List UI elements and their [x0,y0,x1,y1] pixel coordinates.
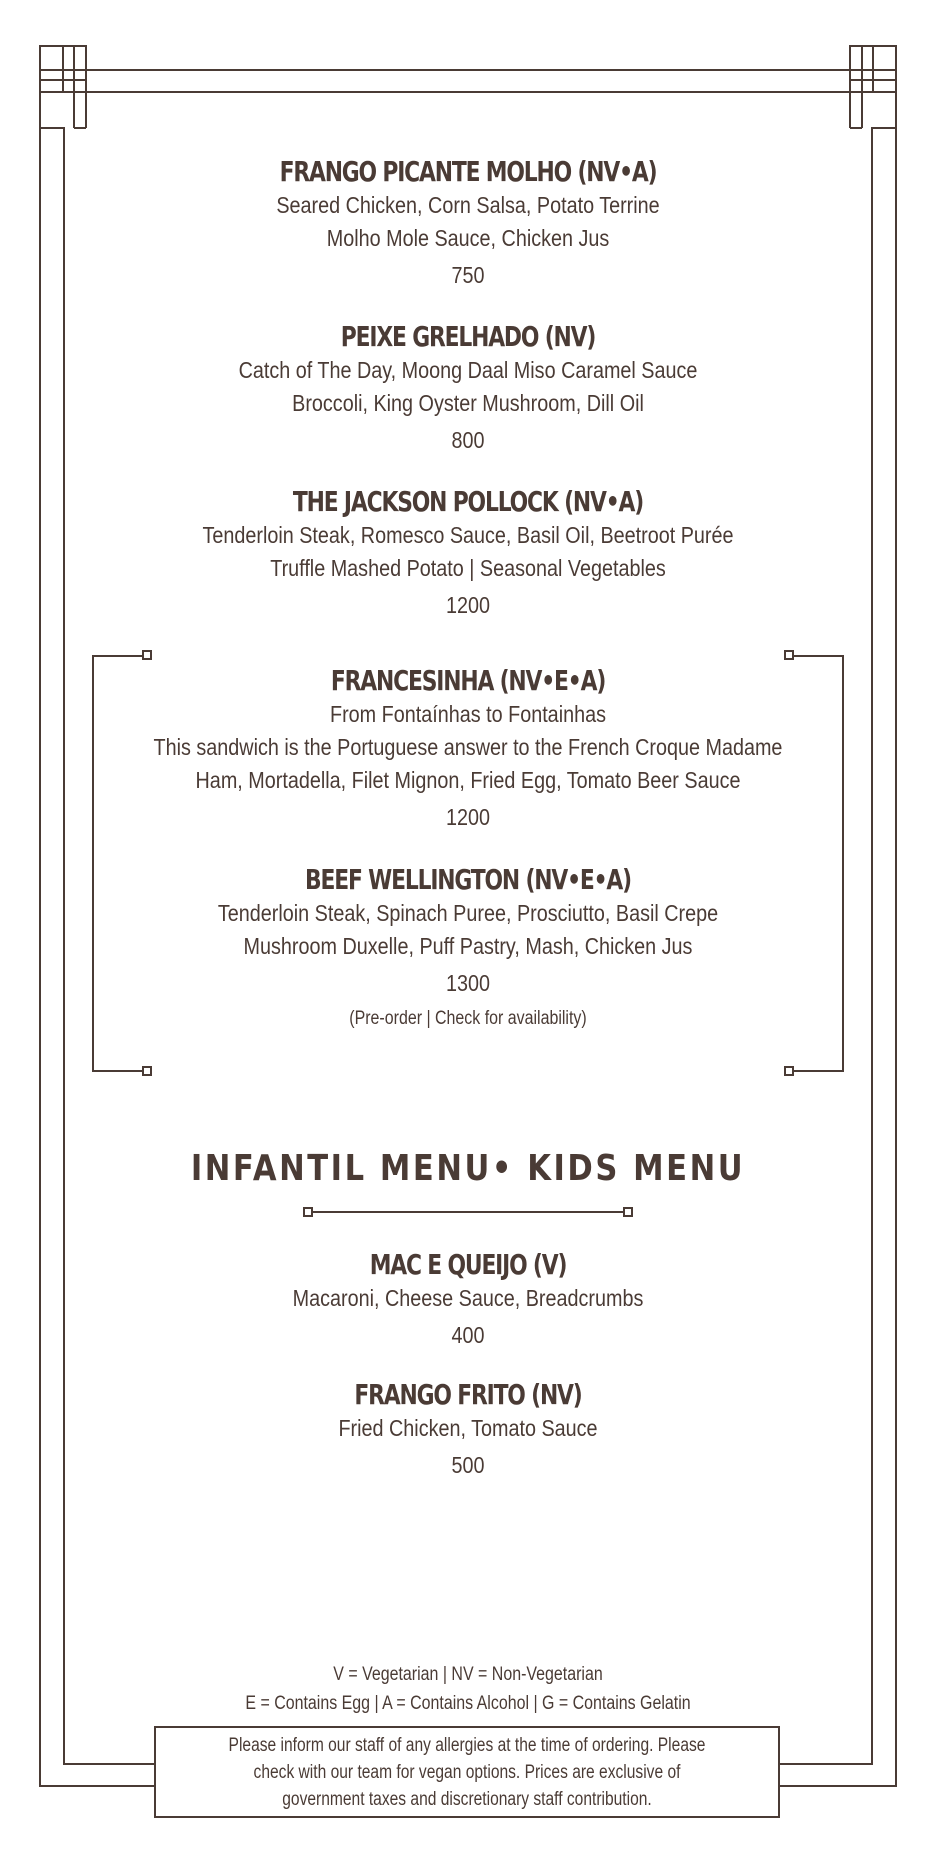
item-price: 1300 [445,970,490,996]
item-price: 800 [451,427,485,453]
menu-item-mac-e-queijo [0,1248,936,1353]
item-price: 500 [451,1452,485,1478]
item-description-line: Catch of The Day, Moong Daal Miso Caramel Sauce [238,357,698,383]
menu-item-beef-wellington [0,863,936,1033]
item-name: FRANGO FRITO (NV) [354,1378,582,1411]
item-name: MAC E QUEIJO (V) [369,1248,567,1281]
item-description-line: Mushroom Duxelle, Puff Pastry, Mash, Chicken Jus [243,933,693,959]
item-description-line: From Fontaínhas to Fontainhas [330,701,606,727]
item-description-line: Truffle Mashed Potato | Seasonal Vegetables [270,555,666,581]
menu-item-peixe-grelhado [0,320,936,458]
item-price: 1200 [445,804,490,830]
item-description-line: Molho Mole Sauce, Chicken Jus [326,225,610,251]
item-description-line: Macaroni, Cheese Sauce, Breadcrumbs [292,1285,644,1311]
item-price: 1200 [445,592,490,618]
item-name: THE JACKSON POLLOCK (NV•A) [292,485,644,518]
menu-item-jackson-pollock [0,485,936,623]
item-note: (Pre-order | Check for availability) [349,1008,587,1029]
item-name: FRANGO PICANTE MOLHO (NV•A) [279,155,657,188]
menu-item-frango-frito [0,1378,936,1483]
item-description-line: Broccoli, King Oyster Mushroom, Dill Oil [292,390,644,416]
legend-line-diet: V = Vegetarian | NV = Non-Vegetarian [333,1664,603,1685]
item-price: 750 [451,262,485,288]
item-description-line: This sandwich is the Portuguese answer to the French Croque Madame [153,734,783,760]
item-name: PEIXE GRELHADO (NV) [340,320,596,353]
legend-line-allergens: E = Contains Egg | A = Contains Alcohol | G = Contains Gelatin [245,1693,691,1714]
item-price: 400 [451,1322,485,1348]
allergy-notice-text: Please inform our staff of any allergies at the time of ordering. Please check with our team for vegan options. Prices are exclusive of government taxes and discretionary staff contribution. [228,1734,706,1810]
item-description-line: Seared Chicken, Corn Salsa, Potato Terrine [276,192,660,218]
menu-item-frango-picante [0,155,936,293]
kids-menu-heading [0,1148,936,1189]
menu-item-francesinha [0,664,936,835]
item-description-line: Ham, Mortadella, Filet Mignon, Fried Egg, Tomato Beer Sauce [195,767,741,793]
item-description-line: Fried Chicken, Tomato Sauce [338,1415,598,1441]
dietary-legend [0,1660,936,1718]
allergy-notice-box [154,1726,780,1818]
section-title: INFANTIL MENU• KIDS MENU [190,1148,746,1189]
item-name: BEEF WELLINGTON (NV•E•A) [305,863,631,896]
item-description-line: Tenderloin Steak, Spinach Puree, Prosciutto, Basil Crepe [217,900,719,926]
item-name: FRANCESINHA (NV•E•A) [330,664,606,697]
item-description-line: Tenderloin Steak, Romesco Sauce, Basil Oil, Beetroot Purée [202,522,734,548]
